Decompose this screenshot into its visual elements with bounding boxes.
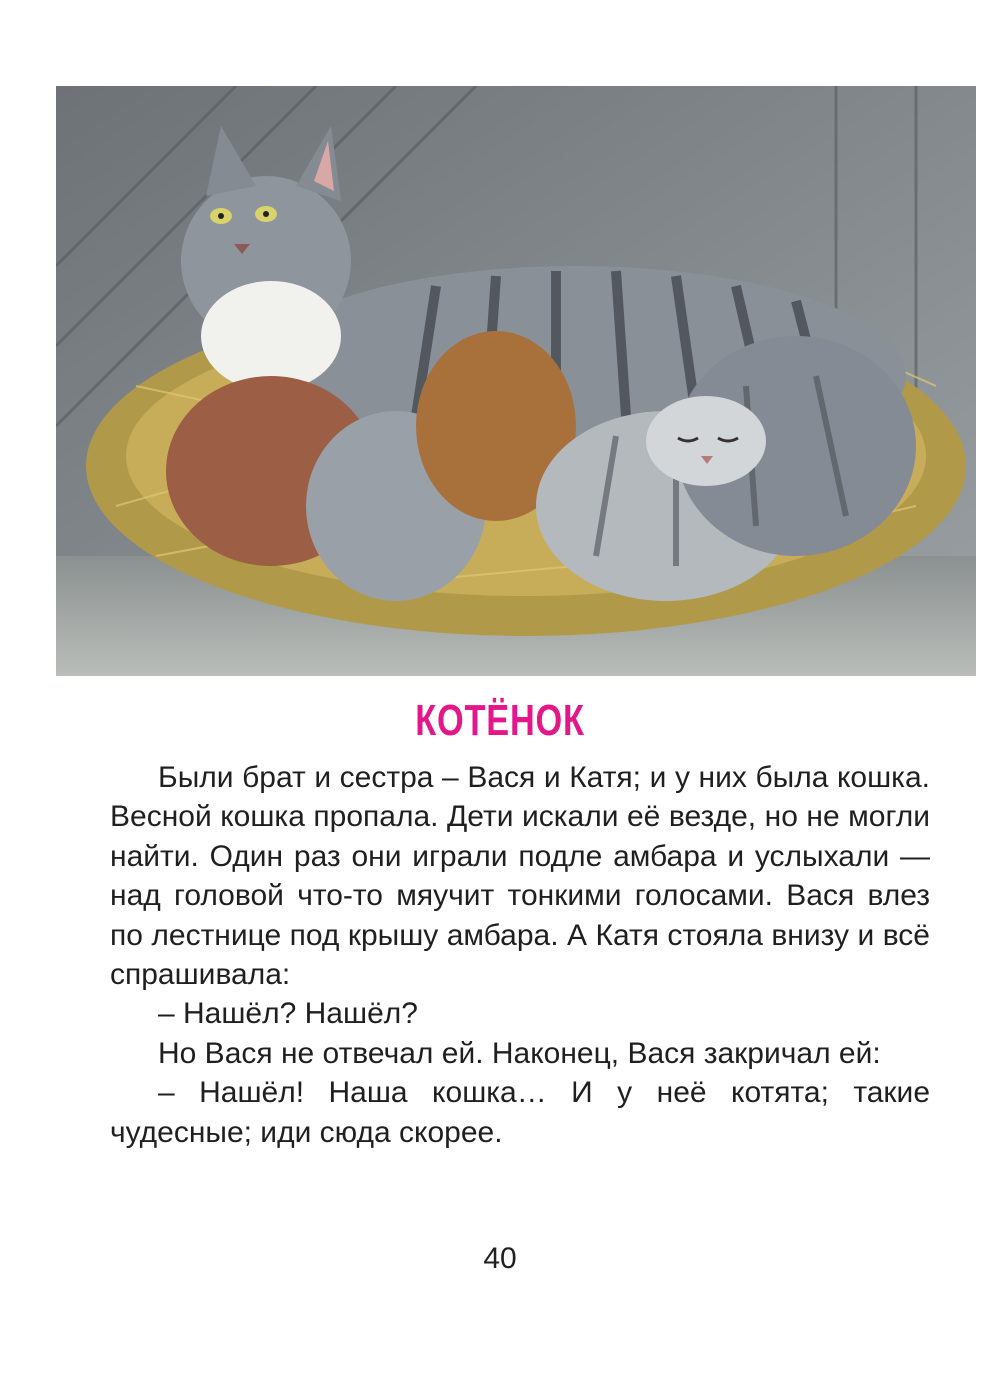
paragraph: – Нашёл? Нашёл?	[158, 997, 418, 1031]
page-number: 40	[483, 1242, 517, 1275]
paragraph: Были брат и сестра – Вася и Катя; и у них была кошка. Весной кошка пропала. Дети искали её везде, но не могли найти. Один раз они играли подле амбара и услыхали — над головой что-то мяучит тонкими голосами. Вася влез по лестнице под крышу амбара. А Катя стояла внизу и всё спрашивала:	[110, 761, 930, 992]
paragraph: Но Вася не отвечал ей. Наконец, Вася закричал ей:	[158, 1036, 881, 1070]
paragraph: – Нашёл! Наша кошка… И у неё котята; такие чудесные; иди сюда скорее.	[110, 1076, 930, 1149]
cat-family-illustration	[56, 86, 976, 676]
story-title: КОТЁНОК	[415, 696, 585, 745]
story-text	[110, 758, 930, 1152]
